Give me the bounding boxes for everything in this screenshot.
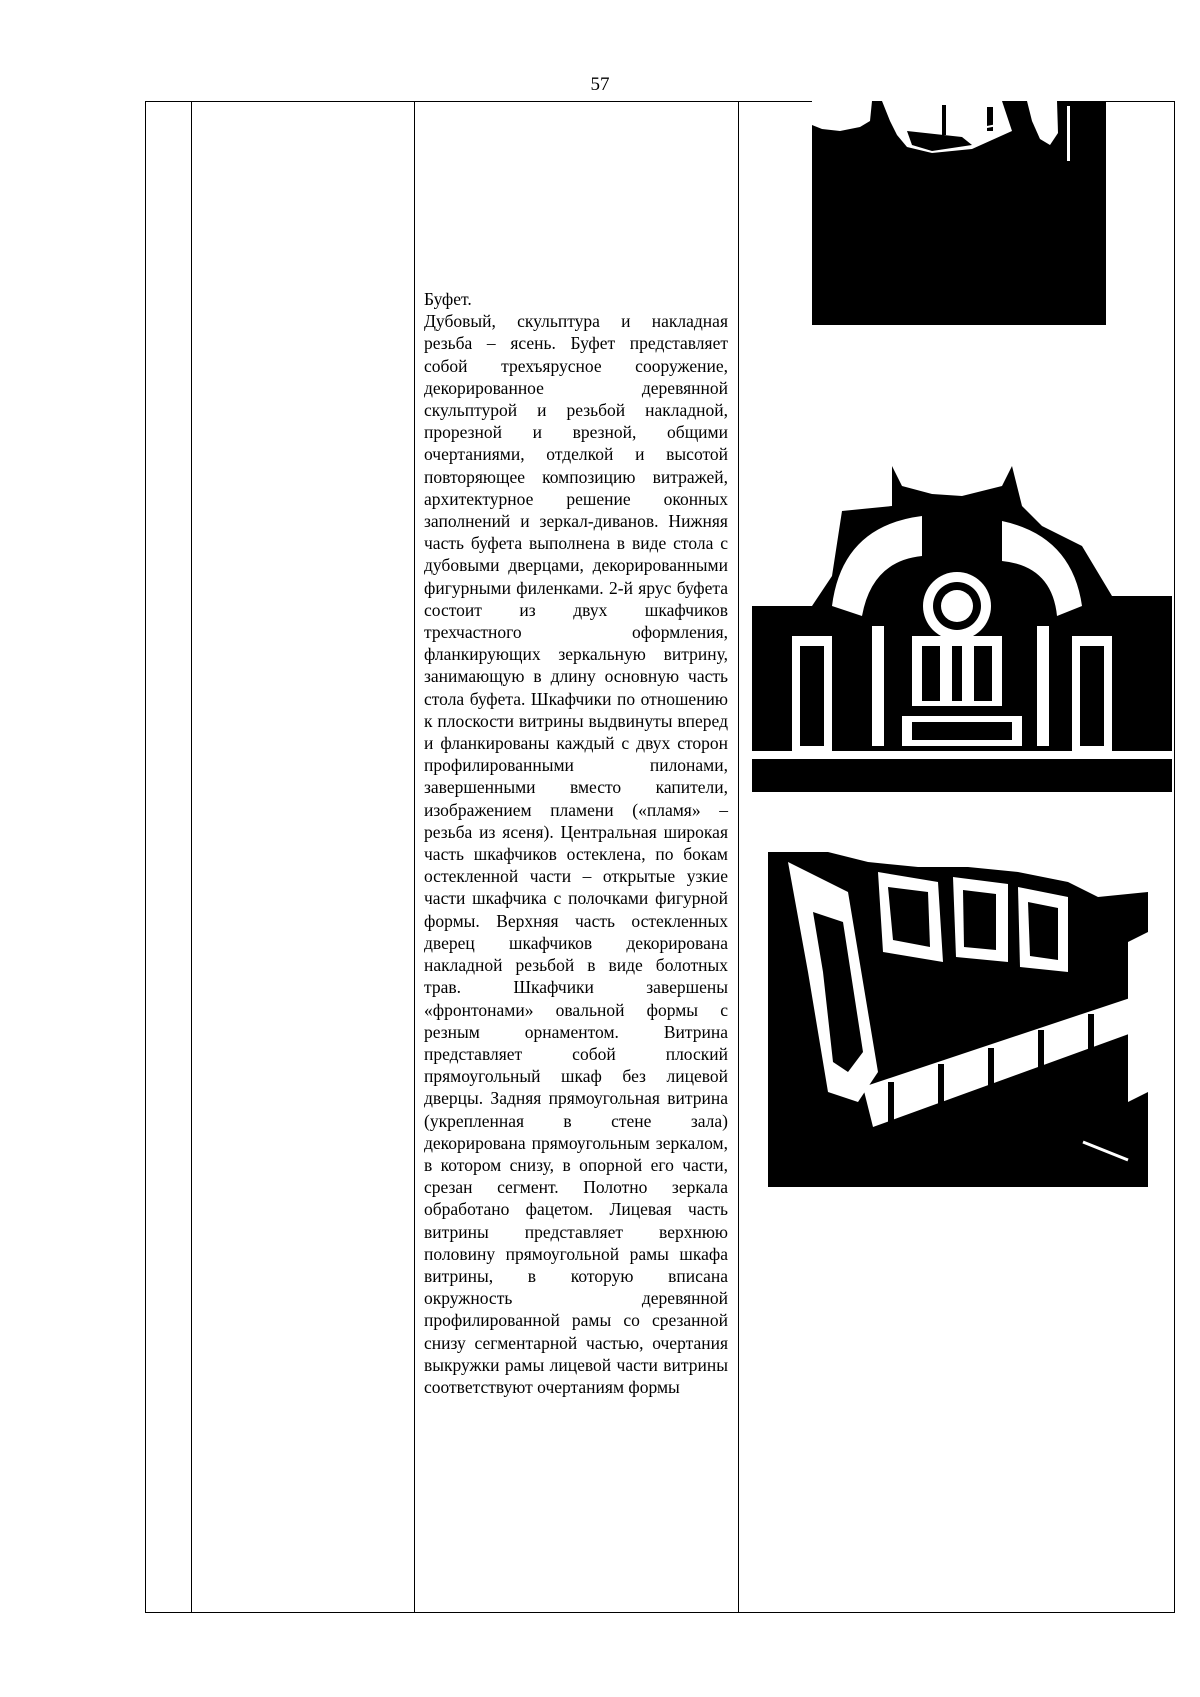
buffet-photo-clock (752, 466, 1172, 792)
buffet-photo-top (812, 101, 1106, 325)
page-number: 57 (590, 74, 610, 95)
buffet-photo-detail (768, 852, 1148, 1187)
column-divider-2 (414, 102, 415, 1612)
column-divider-3 (738, 102, 739, 1612)
entry-title: Буфет. (424, 289, 472, 309)
entry-description: Дубовый, скульптура и накладная резьба – ясень. Буфет представляет собой трехъярусное сооружение, декорированное деревянной скульптурой и резьбой накладной, прорезной и врезной, общими очертаниями, отделкой и высотой повторяющее композицию витражей, архитектурное решение оконных заполнений и зеркал-диванов. Нижняя часть буфета выполнена в виде стола с дубовыми дверцами, декорированными фигурными филенками. 2-й ярус буфета состоит из двух шкафчиков трехчастного оформления, фланкирующих зеркальную витрину, занимающую в длину основную часть стола буфета. Шкафчики по отношению к плоскости витрины выдвинуты вперед и фланкированы каждый с двух сторон профилированными пилонами, завершенными вместо капители, изображением пламени («пламя» – резьба из ясеня). Центральная широкая часть шкафчиков остеклена, по бокам остекленной части – открытые узкие части шкафчика с полочками фигурной формы. Верхняя часть остекленных дверец шкафчиков декорирована накладной резьбой в виде болотных трав. Шкафчики завершены «фронтонами» овальной формы с резным орнаментом. Витрина представляет собой плоский прямоугольный шкаф без лицевой дверцы. Задняя прямоугольная витрина (укрепленная в стене зала) декорирована прямоугольным зеркалом, в котором снизу, в опорной его части, срезан сегмент. Полотно зеркала обработано фацетом. Лицевая часть витрины представляет верхнюю половину прямоугольной рамы шкафа витрины, в которую вписана окружность деревянной профилированной рамы со срезанной снизу сегментарной частью, очертания выкружки рамы лицевой части витрины соответствуют очертаниям формы (424, 311, 728, 1397)
column-divider-1 (191, 102, 192, 1612)
description-cell (424, 288, 728, 1398)
